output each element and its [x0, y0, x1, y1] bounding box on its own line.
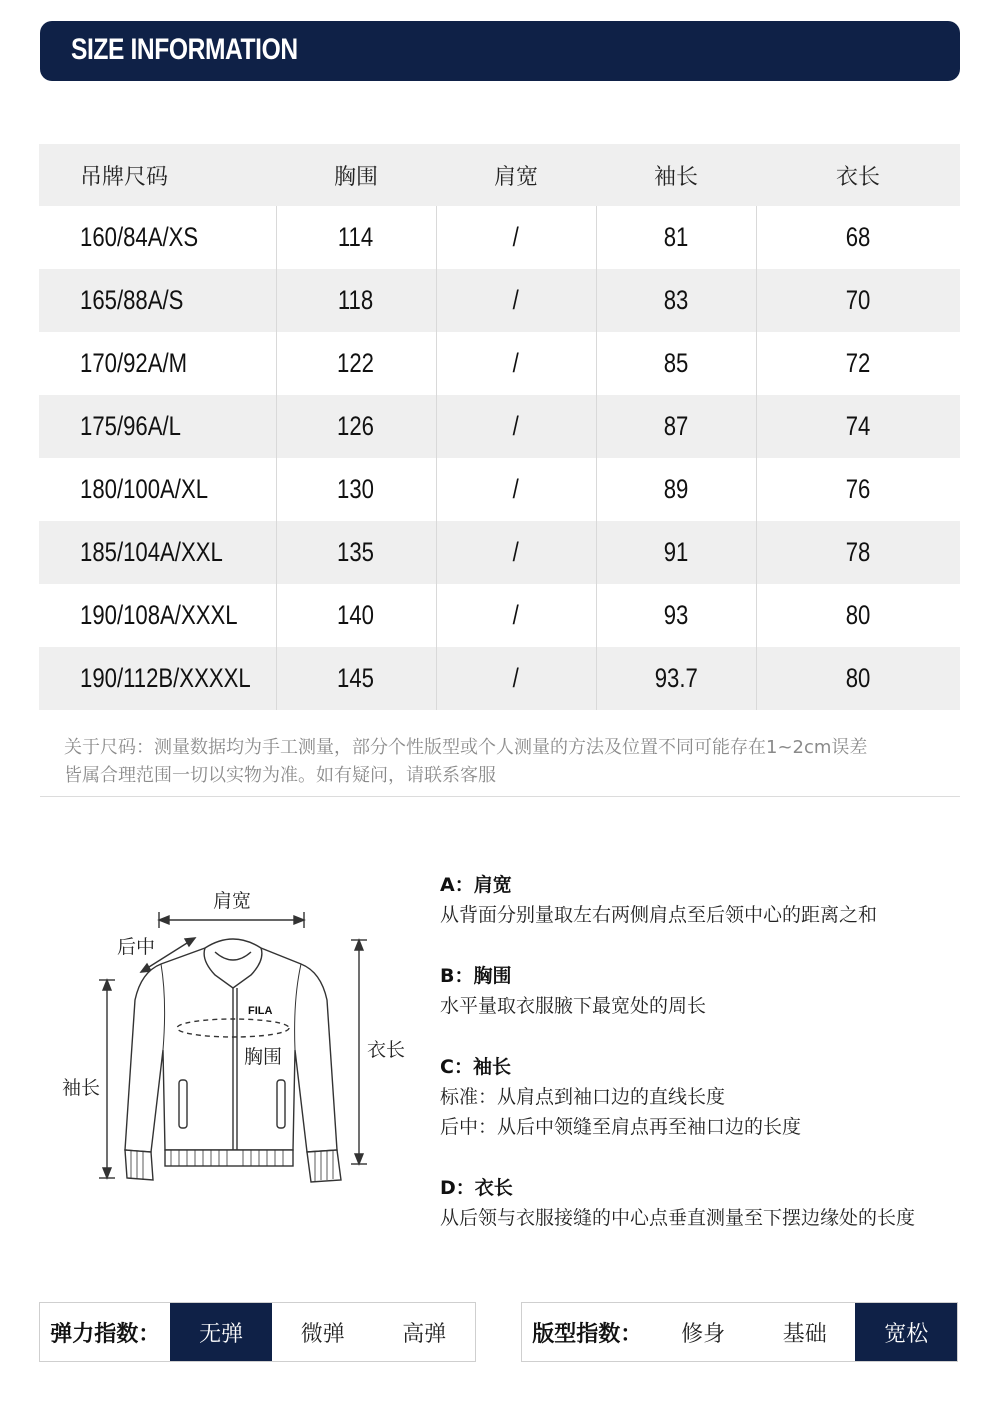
definition-d [440, 1173, 980, 1233]
table-row [39, 521, 960, 584]
cell-value: 122 [337, 348, 375, 378]
table-cell [756, 206, 960, 269]
label-shoulder: 肩宽 [213, 890, 252, 912]
cell-value: / [512, 663, 520, 693]
cell-value: 190/108A/XXXL [80, 600, 238, 630]
table-cell [276, 458, 436, 521]
table-cell [756, 458, 960, 521]
table-cell [39, 332, 276, 395]
table-cell [39, 458, 276, 521]
cell-value: 91 [663, 537, 689, 567]
table-cell [436, 332, 596, 395]
table-cell [436, 584, 596, 647]
label-sleeve: 袖长 [62, 1077, 101, 1099]
table-cell [756, 395, 960, 458]
brand-logo: FILA [248, 1005, 273, 1017]
table-cell [596, 269, 756, 332]
table-cell [596, 206, 756, 269]
cell-value: 93 [663, 600, 689, 630]
cell-value: 72 [845, 348, 871, 378]
cell-value: 175/96A/L [80, 411, 181, 441]
table-cell [436, 206, 596, 269]
elasticity-option: 高弹 [402, 1321, 447, 1347]
cell-value: 93.7 [654, 663, 698, 693]
fit-label: 版型指数： [532, 1321, 643, 1347]
definition-text: 从背面分别量取左右两侧肩点至后领中心的距离之和 [440, 904, 878, 926]
cell-value: 74 [845, 411, 871, 441]
measurement-definitions [440, 870, 980, 1264]
cell-value: / [512, 222, 520, 252]
table-cell [276, 584, 436, 647]
table-cell [756, 269, 960, 332]
label-chest: 胸围 [244, 1046, 283, 1068]
note-line-2: 皆属合理范围一切以实物为准。如有疑问，请联系客服 [64, 765, 496, 786]
definition-title: D：衣长 [440, 1177, 513, 1199]
table-cell [436, 269, 596, 332]
cell-value: 180/100A/XL [80, 474, 209, 504]
cell-value: / [512, 537, 520, 567]
definition-text: 标准：从肩点到袖口边的直线长度 [440, 1086, 726, 1108]
elasticity-option: 微弹 [300, 1321, 345, 1347]
table-cell [276, 647, 436, 710]
table-cell [39, 584, 276, 647]
cell-value: 85 [663, 348, 689, 378]
table-cell [39, 269, 276, 332]
cell-value: 118 [338, 285, 374, 315]
table-cell [39, 521, 276, 584]
column-header-sleeve: 袖长 [596, 144, 756, 206]
elasticity-label: 弹力指数： [50, 1321, 161, 1347]
cell-value: 78 [845, 537, 871, 567]
cell-value: / [512, 600, 520, 630]
fit-index [521, 1302, 958, 1362]
cell-value: / [512, 285, 520, 315]
label-length: 衣长 [367, 1039, 406, 1061]
table-row [39, 647, 960, 710]
table-cell [596, 521, 756, 584]
elasticity-index [39, 1302, 476, 1362]
cell-value: 83 [663, 285, 689, 315]
table-cell [436, 521, 596, 584]
size-table [39, 144, 960, 710]
column-header-length: 衣长 [756, 144, 960, 206]
table-cell [596, 395, 756, 458]
header-title: SIZE INFORMATION [71, 33, 298, 66]
table-cell [436, 395, 596, 458]
table-row [39, 206, 960, 269]
cell-value: 70 [845, 285, 871, 315]
table-row [39, 332, 960, 395]
cell-value: 140 [337, 600, 375, 630]
fit-option: 宽松 [855, 1303, 957, 1361]
table-row [39, 458, 960, 521]
measurement-note [64, 734, 954, 790]
column-header-chest: 胸围 [276, 144, 436, 206]
definition-text: 后中：从后中领缝至肩点再至袖口边的长度 [440, 1116, 802, 1138]
table-cell [436, 647, 596, 710]
table-cell [596, 584, 756, 647]
cell-value: 165/88A/S [80, 285, 184, 315]
table-cell [276, 269, 436, 332]
cell-value: 80 [845, 600, 871, 630]
definition-a [440, 870, 980, 930]
definition-c [440, 1052, 980, 1142]
cell-value: 170/92A/M [80, 348, 188, 378]
cell-value: / [512, 411, 520, 441]
header-banner [40, 21, 960, 81]
cell-value: 80 [845, 663, 871, 693]
table-cell [596, 458, 756, 521]
table-cell [276, 395, 436, 458]
fit-option: 基础 [782, 1321, 827, 1347]
table-cell [39, 647, 276, 710]
cell-value: / [512, 348, 520, 378]
cell-value: 126 [337, 411, 375, 441]
table-cell [756, 584, 960, 647]
column-header-shoulder: 肩宽 [436, 144, 596, 206]
definition-b [440, 961, 980, 1021]
cell-value: 89 [663, 474, 689, 504]
cell-value: / [512, 474, 520, 504]
table-row [39, 269, 960, 332]
table-row [39, 584, 960, 647]
cell-value: 160/84A/XS [80, 222, 199, 252]
table-cell [596, 332, 756, 395]
cell-value: 87 [663, 411, 689, 441]
table-cell [276, 332, 436, 395]
cell-value: 130 [337, 474, 375, 504]
table-cell [596, 647, 756, 710]
cell-value: 68 [845, 222, 871, 252]
definition-text: 从后领与衣服接缝的中心点垂直测量至下摆边缘处的长度 [440, 1207, 916, 1229]
label-back-center: 后中 [117, 936, 156, 958]
definition-title: A：肩宽 [440, 874, 512, 896]
cell-value: 81 [663, 222, 689, 252]
table-cell [276, 521, 436, 584]
table-cell [39, 395, 276, 458]
table-cell [756, 647, 960, 710]
table-header-row [39, 144, 960, 206]
definition-title: C：袖长 [440, 1056, 511, 1078]
table-cell [436, 458, 596, 521]
table-cell [276, 206, 436, 269]
elasticity-option: 无弹 [170, 1303, 272, 1361]
table-row [39, 395, 960, 458]
definition-text: 水平量取衣服腋下最宽处的周长 [440, 995, 707, 1017]
cell-value: 114 [338, 222, 374, 252]
table-cell [756, 332, 960, 395]
column-header-size: 吊牌尺码 [39, 144, 276, 206]
cell-value: 145 [337, 663, 375, 693]
cell-value: 185/104A/XXL [80, 537, 223, 567]
cell-value: 76 [845, 474, 871, 504]
fit-option: 修身 [681, 1321, 726, 1347]
table-cell [39, 206, 276, 269]
jacket-diagram [55, 880, 425, 1200]
divider [40, 796, 960, 797]
cell-value: 190/112B/XXXXL [80, 663, 251, 693]
note-line-1: 关于尺码：测量数据均为手工测量，部分个性版型或个人测量的方法及位置不同可能存在1~2cm误差 [64, 737, 868, 758]
definition-title: B：胸围 [440, 965, 512, 987]
table-cell [756, 521, 960, 584]
cell-value: 135 [337, 537, 375, 567]
